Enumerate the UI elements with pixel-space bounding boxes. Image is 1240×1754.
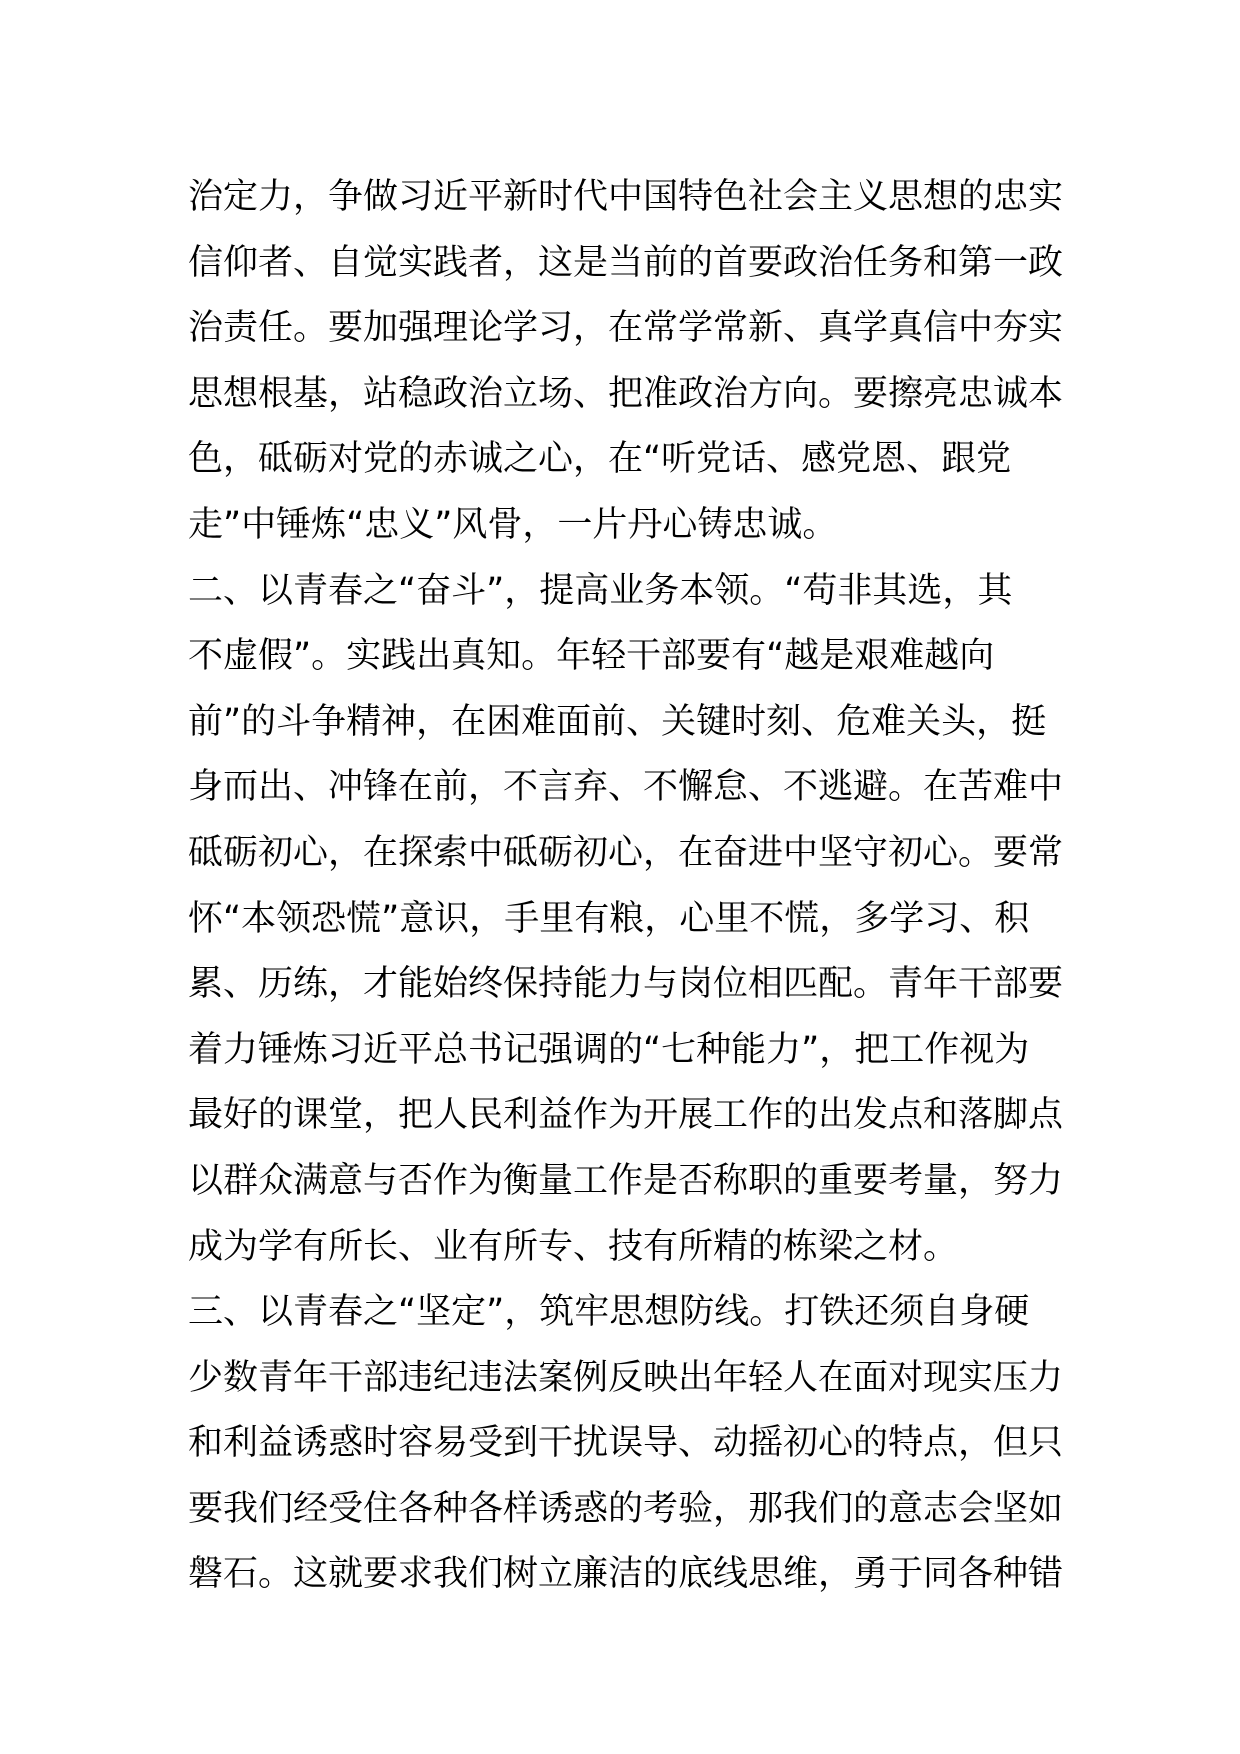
text-line-2: 信仰者、自觉实践者，这是当前的首要政治任务和第一政 (188, 242, 1064, 283)
text-line-5: 色，砥砺对党的赤诚之心，在“听党话、感党恩、跟党 (188, 439, 1012, 480)
text-line-3: 治责任。要加强理论学习，在常学常新、真学真信中夯实 (188, 308, 1064, 349)
text-line-19: 少数青年干部违纪违法案例反映出年轻人在面对现实压力 (188, 1357, 1064, 1398)
text-line-14: 着力锤炼习近平总书记强调的“七种能力”，把工作视为 (188, 1029, 1030, 1070)
text-line-22: 磐石。这就要求我们树立廉洁的底线思维，勇于同各种错 (188, 1554, 1064, 1595)
text-line-4: 思想根基，站稳政治立场、把准政治方向。要擦亮忠诚本 (188, 373, 1064, 414)
text-line-9: 前”的斗争精神，在困难面前、关键时刻、危难关头，挺 (188, 701, 1047, 742)
text-line-21: 要我们经受住各种各样诱惑的考验，那我们的意志会坚如 (188, 1488, 1064, 1529)
text-line-1: 治定力，争做习近平新时代中国特色社会主义思想的忠实 (188, 177, 1064, 217)
text-line-8: 不虚假”。实践出真知。年轻干部要有“越是艰难越向 (188, 636, 995, 677)
body-text (188, 165, 1068, 1608)
text-line-11: 砥砺初心，在探索中砥砺初心，在奋进中坚守初心。要常 (188, 832, 1064, 873)
text-line-16: 以群众满意与否作为衡量工作是否称职的重要考量，努力 (188, 1160, 1064, 1201)
text-line-12: 怀“本领恐慌”意识，手里有粮，心里不慌，多学习、积 (188, 898, 1030, 939)
text-line-6: 走”中锤炼“忠义”风骨，一片丹心铸忠诚。 (188, 504, 838, 545)
text-line-17: 成为学有所长、业有所专、技有所精的栋梁之材。 (188, 1226, 959, 1267)
text-line-10: 身而出、冲锋在前，不言弃、不懈怠、不逃避。在苦难中 (188, 767, 1064, 808)
text-line-13: 累、历练，才能始终保持能力与岗位相匹配。青年干部要 (188, 964, 1064, 1005)
text-line-15: 最好的课堂，把人民利益作为开展工作的出发点和落脚点 (188, 1095, 1064, 1136)
section-3-heading-line: 三、以青春之“坚定”，筑牢思想防线。打铁还须自身硬 (188, 1292, 1030, 1333)
section-2-heading-line: 二、以青春之“奋斗”，提高业务本领。“苟非其选，其 (188, 570, 1013, 611)
text-line-20: 和利益诱惑时容易受到干扰误导、动摇初心的特点，但只 (188, 1423, 1064, 1464)
